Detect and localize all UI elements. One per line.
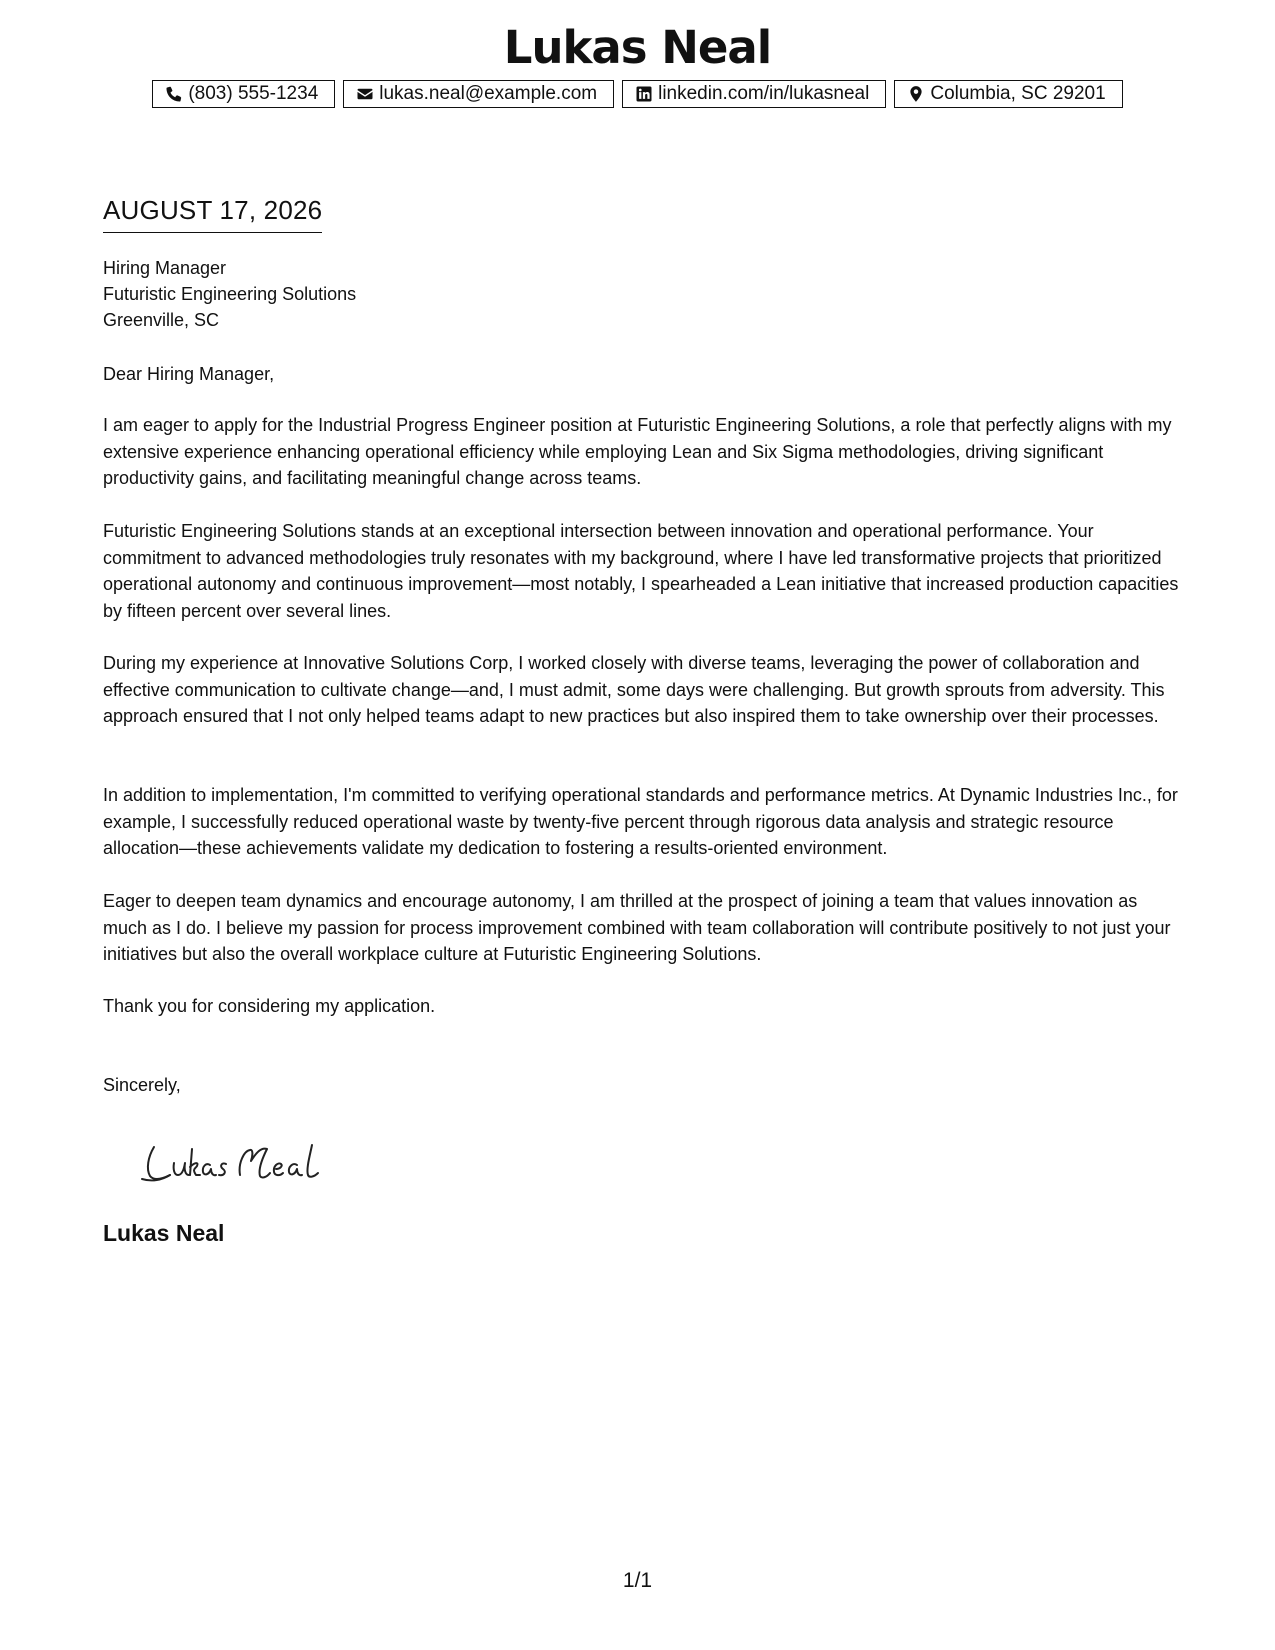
contact-row xyxy=(0,80,1275,108)
recipient-location: Greenville, SC xyxy=(103,310,220,330)
recipient-title: Hiring Manager xyxy=(103,258,227,278)
applicant-name: Lukas Neal xyxy=(503,21,772,74)
recipient-company: Futuristic Engineering Solutions xyxy=(103,284,357,304)
salutation: Dear Hiring Manager, xyxy=(103,364,275,384)
thank-you-line: Thank you for considering my application. xyxy=(103,996,436,1016)
map-pin-icon xyxy=(907,85,925,103)
paragraph-3: During my experience at Innovative Solutions Corp, I worked closely with diverse teams, leveraging the power of collaboration and effective communication to cultivate change—and, I must admit, some days were challenging. But growth sprouts from adversity. This approach ensured that I not only helped teams adapt to new practices but also inspired them to take ownership over their processes. xyxy=(103,653,1165,726)
envelope-icon xyxy=(356,85,374,103)
contact-email-text: lukas.neal@example.com xyxy=(379,83,598,104)
paragraph-4: In addition to implementation, I'm committed to verifying operational standards and performance metrics. At Dynamic Industries Inc., for example, I successfully reduced operational waste by twenty-five percent through rigorous data analysis and strategic resource allocation—these achievements validate my dedication to fostering a results-oriented environment. xyxy=(103,785,1178,858)
contact-linkedin-text: linkedin.com/in/lukasneal xyxy=(658,83,870,104)
linkedin-icon xyxy=(635,85,653,103)
paragraph-2: Futuristic Engineering Solutions stands at an exceptional intersection between innovation and operational performance. Your commitment to advanced methodologies truly resonates with my background, where I have led transformative projects that prioritized operational autonomy and continuous improvement—most notably, I spearheaded a Lean initiative that increased production capacities by fifteen percent over several lines. xyxy=(103,521,1179,621)
contact-phone-text: (803) 555-1234 xyxy=(188,83,319,104)
contact-phone xyxy=(152,80,335,108)
contact-email[interactable] xyxy=(343,80,614,108)
signed-name: Lukas Neal xyxy=(103,1220,225,1246)
contact-location-text: Columbia, SC 29201 xyxy=(930,83,1106,104)
recipient-block xyxy=(103,255,356,333)
handwritten-signature xyxy=(140,1135,330,1185)
contact-location xyxy=(894,80,1122,108)
page-number: 1/1 xyxy=(622,1569,653,1592)
letter-date: AUGUST 17, 2026 xyxy=(103,194,322,233)
paragraph-1: I am eager to apply for the Industrial Progress Engineer position at Futuristic Engineering Solutions, a role that perfectly aligns with my extensive experience enhancing operational efficiency while employing Lean and Six Sigma methodologies, driving significant productivity gains, and facilitating meaningful change across teams. xyxy=(103,415,1172,488)
phone-icon xyxy=(165,85,183,103)
contact-linkedin[interactable] xyxy=(622,80,886,108)
closing: Sincerely, xyxy=(103,1075,181,1095)
paragraph-5: Eager to deepen team dynamics and encourage autonomy, I am thrilled at the prospect of joining a team that values innovation as much as I do. I believe my passion for process improvement combined with team collaboration will contribute positively to not just your initiatives but also the overall workplace culture at Futuristic Engineering Solutions. xyxy=(103,891,1171,964)
